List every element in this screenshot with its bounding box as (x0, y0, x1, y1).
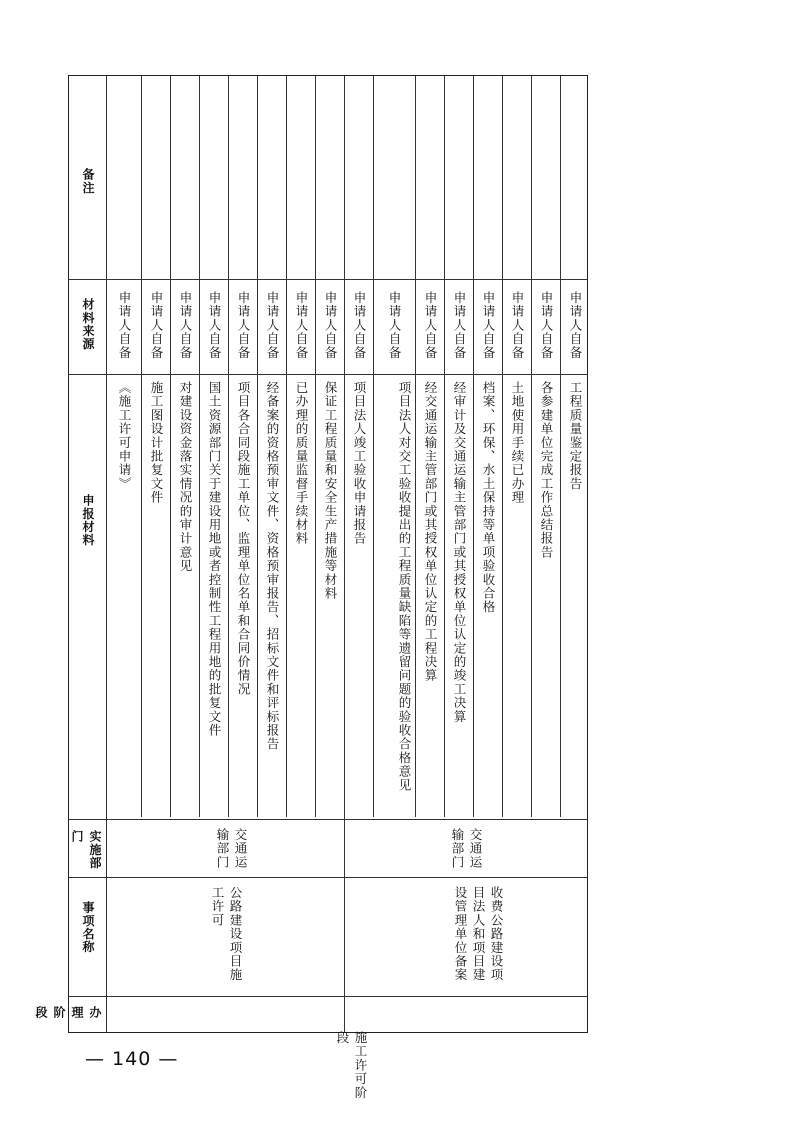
column-divider (170, 76, 171, 817)
column-divider (257, 76, 258, 817)
source-cell: 申请人自备 (539, 291, 554, 360)
source-cell: 申请人自备 (352, 291, 367, 360)
group1-item: 公路建设项目施工许可 (210, 886, 243, 982)
column-divider (344, 76, 345, 1032)
header-source: 材料来源 (81, 298, 95, 351)
column-divider (560, 76, 561, 817)
material-cell: 《施工许可申请》 (117, 381, 132, 491)
source-cell: 申请人自备 (207, 291, 222, 360)
source-cell: 申请人自备 (117, 291, 132, 360)
material-cell: 已办理的质量监督手续材料 (294, 381, 309, 546)
material-cell: 各参建单位完成工作总结报告 (539, 381, 554, 560)
source-cell: 申请人自备 (149, 291, 164, 360)
source-cell: 申请人自备 (423, 291, 438, 360)
source-cell: 申请人自备 (452, 291, 467, 360)
material-cell: 土地使用手续已办理 (510, 381, 525, 505)
row-divider (69, 996, 587, 997)
column-divider (286, 76, 287, 817)
column-divider (106, 76, 107, 1032)
column-divider (141, 76, 142, 817)
material-cell: 经备案的资格预审文件、资格预审报告、招标文件和评标报告 (265, 381, 280, 751)
source-cell: 申请人自备 (481, 291, 496, 360)
column-divider (531, 76, 532, 817)
column-divider (373, 76, 374, 817)
header-dept: 实施部门 (70, 830, 102, 870)
source-cell: 申请人自备 (178, 291, 193, 360)
material-cell: 施工图设计批复文件 (149, 381, 164, 505)
stage-label: 施工许可阶段 (335, 1031, 368, 1100)
column-divider (444, 76, 445, 817)
column-divider (199, 76, 200, 817)
row-divider (69, 877, 587, 878)
column-divider (315, 76, 316, 817)
material-cell: 工程质量鉴定报告 (568, 381, 583, 491)
source-cell: 申请人自备 (265, 291, 280, 360)
header-stage: 办理阶段 (34, 1006, 102, 1020)
column-divider (228, 76, 229, 817)
source-cell: 申请人自备 (323, 291, 338, 360)
group2-item: 收费公路建设项目法人和项目建设管理单位备案 (453, 886, 504, 982)
column-divider (473, 76, 474, 817)
header-item: 事项名称 (81, 901, 95, 954)
source-cell: 申请人自备 (294, 291, 309, 360)
material-cell: 对建设资金落实情况的审计意见 (178, 381, 193, 573)
material-cell: 项目各合同段施工单位、监理单位名单和合同价情况 (236, 381, 251, 697)
header-note: 备注 (81, 168, 95, 195)
group2-dept: 交通运输部门 (450, 828, 483, 870)
material-cell: 项目法人对交工验收提出的工程质量缺陷等遗留问题的验收合格意见 (397, 381, 412, 792)
material-cell: 项目法人竣工验收申请报告 (352, 381, 367, 546)
column-divider (502, 76, 503, 817)
material-cell: 经交通运输主管部门或其授权单位认定的工程决算 (423, 381, 438, 683)
material-cell: 经审计及交通运输主管部门或其授权单位认定的竣工决算 (452, 381, 467, 724)
material-cell: 国土资源部门关于建设用地或者控制性工程用地的批复文件 (207, 381, 222, 738)
material-cell: 保证工程质量和安全生产措施等材料 (323, 381, 338, 601)
source-cell: 申请人自备 (236, 291, 251, 360)
row-divider (69, 819, 587, 820)
source-cell: 申请人自备 (387, 291, 402, 360)
row-divider (69, 374, 587, 375)
source-cell: 申请人自备 (510, 291, 525, 360)
row-divider (69, 279, 587, 280)
page-number: — 140 — (85, 1048, 179, 1070)
material-cell: 档案、环保、水土保持等单项验收合格 (481, 381, 496, 614)
source-cell: 申请人自备 (568, 291, 583, 360)
header-material: 申报材料 (81, 494, 95, 547)
column-divider (415, 76, 416, 817)
group1-dept: 交通运输部门 (215, 828, 248, 870)
